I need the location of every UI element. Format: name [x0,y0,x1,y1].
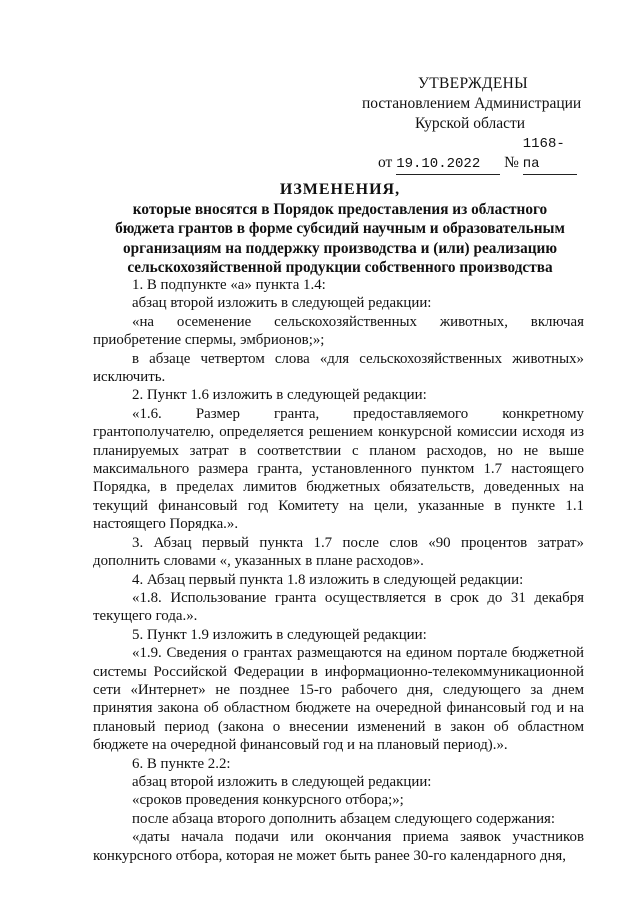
paragraph: «1.8. Использование гранта осуществляется в срок до 31 декабря текущего года.». [93,589,584,625]
approval-heading: УТВЕРЖДЕНЫ [418,75,528,92]
document-title [95,180,585,278]
paragraph: 3. Абзац первый пункта 1.7 после слов «90 процентов затрат» дополнить словами «, указанных в плане расходов». [93,534,584,570]
paragraph: в абзаце четвертом слова «для сельскохозяйственных животных» исключить. [93,350,584,386]
paragraph: 4. Абзац первый пункта 1.8 изложить в следующей редакции: [132,571,524,588]
paragraph: абзац второй изложить в следующей редакции: [132,773,432,790]
title-line: бюджета грантов в форме субсидий научным и образовательным [115,220,565,238]
paragraph: абзац второй изложить в следующей редакции: [132,295,432,312]
approval-decree-line: постановлением Администрации [362,95,582,112]
title-line: которые вносятся в Порядок предоставления из областного [132,200,548,218]
date-prefix: от [378,154,393,171]
title-heading: ИЗМЕНЕНИЯ, [279,181,401,198]
paragraph: «сроков проведения конкурсного отбора;»; [132,792,404,809]
paragraph: 2. Пункт 1.6 изложить в следующей редакции: [132,387,427,404]
approval-region-line: Курской области [415,115,526,132]
title-line: сельскохозяйственной продукции собственного производства [127,259,553,277]
paragraph: 1. В подпункте «а» пункта 1.4: [132,277,326,293]
title-line: организациям на поддержку производства и (или) реализацию [122,239,558,257]
paragraph: 5. Пункт 1.9 изложить в следующей редакции: [132,626,427,643]
paragraph: «1.9. Сведения о грантах размещаются на едином портале бюджетной системы Российской Федерации в информационно-телекоммуникационной сети «Интернет» не позднее 15-го рабочего дня, следующего за днем принятия закона об областном бюджете на очередной финансовый год и на плановый период (закона о внесении изменений в закон об областном бюджете на очередной финансовый год и на плановый период).». [93,645,584,754]
number-prefix: № [504,154,519,171]
approval-date-number-line [362,134,602,175]
paragraph: «1.6. Размер гранта, предоставляемого конкретному грантополучателю, определяется решением конкурсной комиссии исходя из планируемых затрат в соответствии с планом расходов, но не выше максимального размера гранта, установленного пунктом 1.7 настоящего Порядка, в пределах лимитов бюджетных обязательств, доведенных на текущий финансовый год Комитету на цели, указанные в пункте 1.1 настоящего Порядка.». [93,405,584,533]
document-body [93,276,584,865]
decree-number: 1168-па [523,134,577,175]
decree-date: 19.10.2022 [396,154,500,175]
approval-stamp [362,74,602,175]
paragraph: после абзаца второго дополнить абзацем следующего содержания: [132,810,556,827]
paragraph: «даты начала подачи или окончания приема заявок участников конкурсного отбора, которая не может быть ранее 30-го календарного дня, [93,829,584,864]
paragraph: 6. В пункте 2.2: [132,755,231,772]
paragraph: «на осеменение сельскохозяйственных животных, включая приобретение спермы, эмбрионов;»; [93,313,584,349]
